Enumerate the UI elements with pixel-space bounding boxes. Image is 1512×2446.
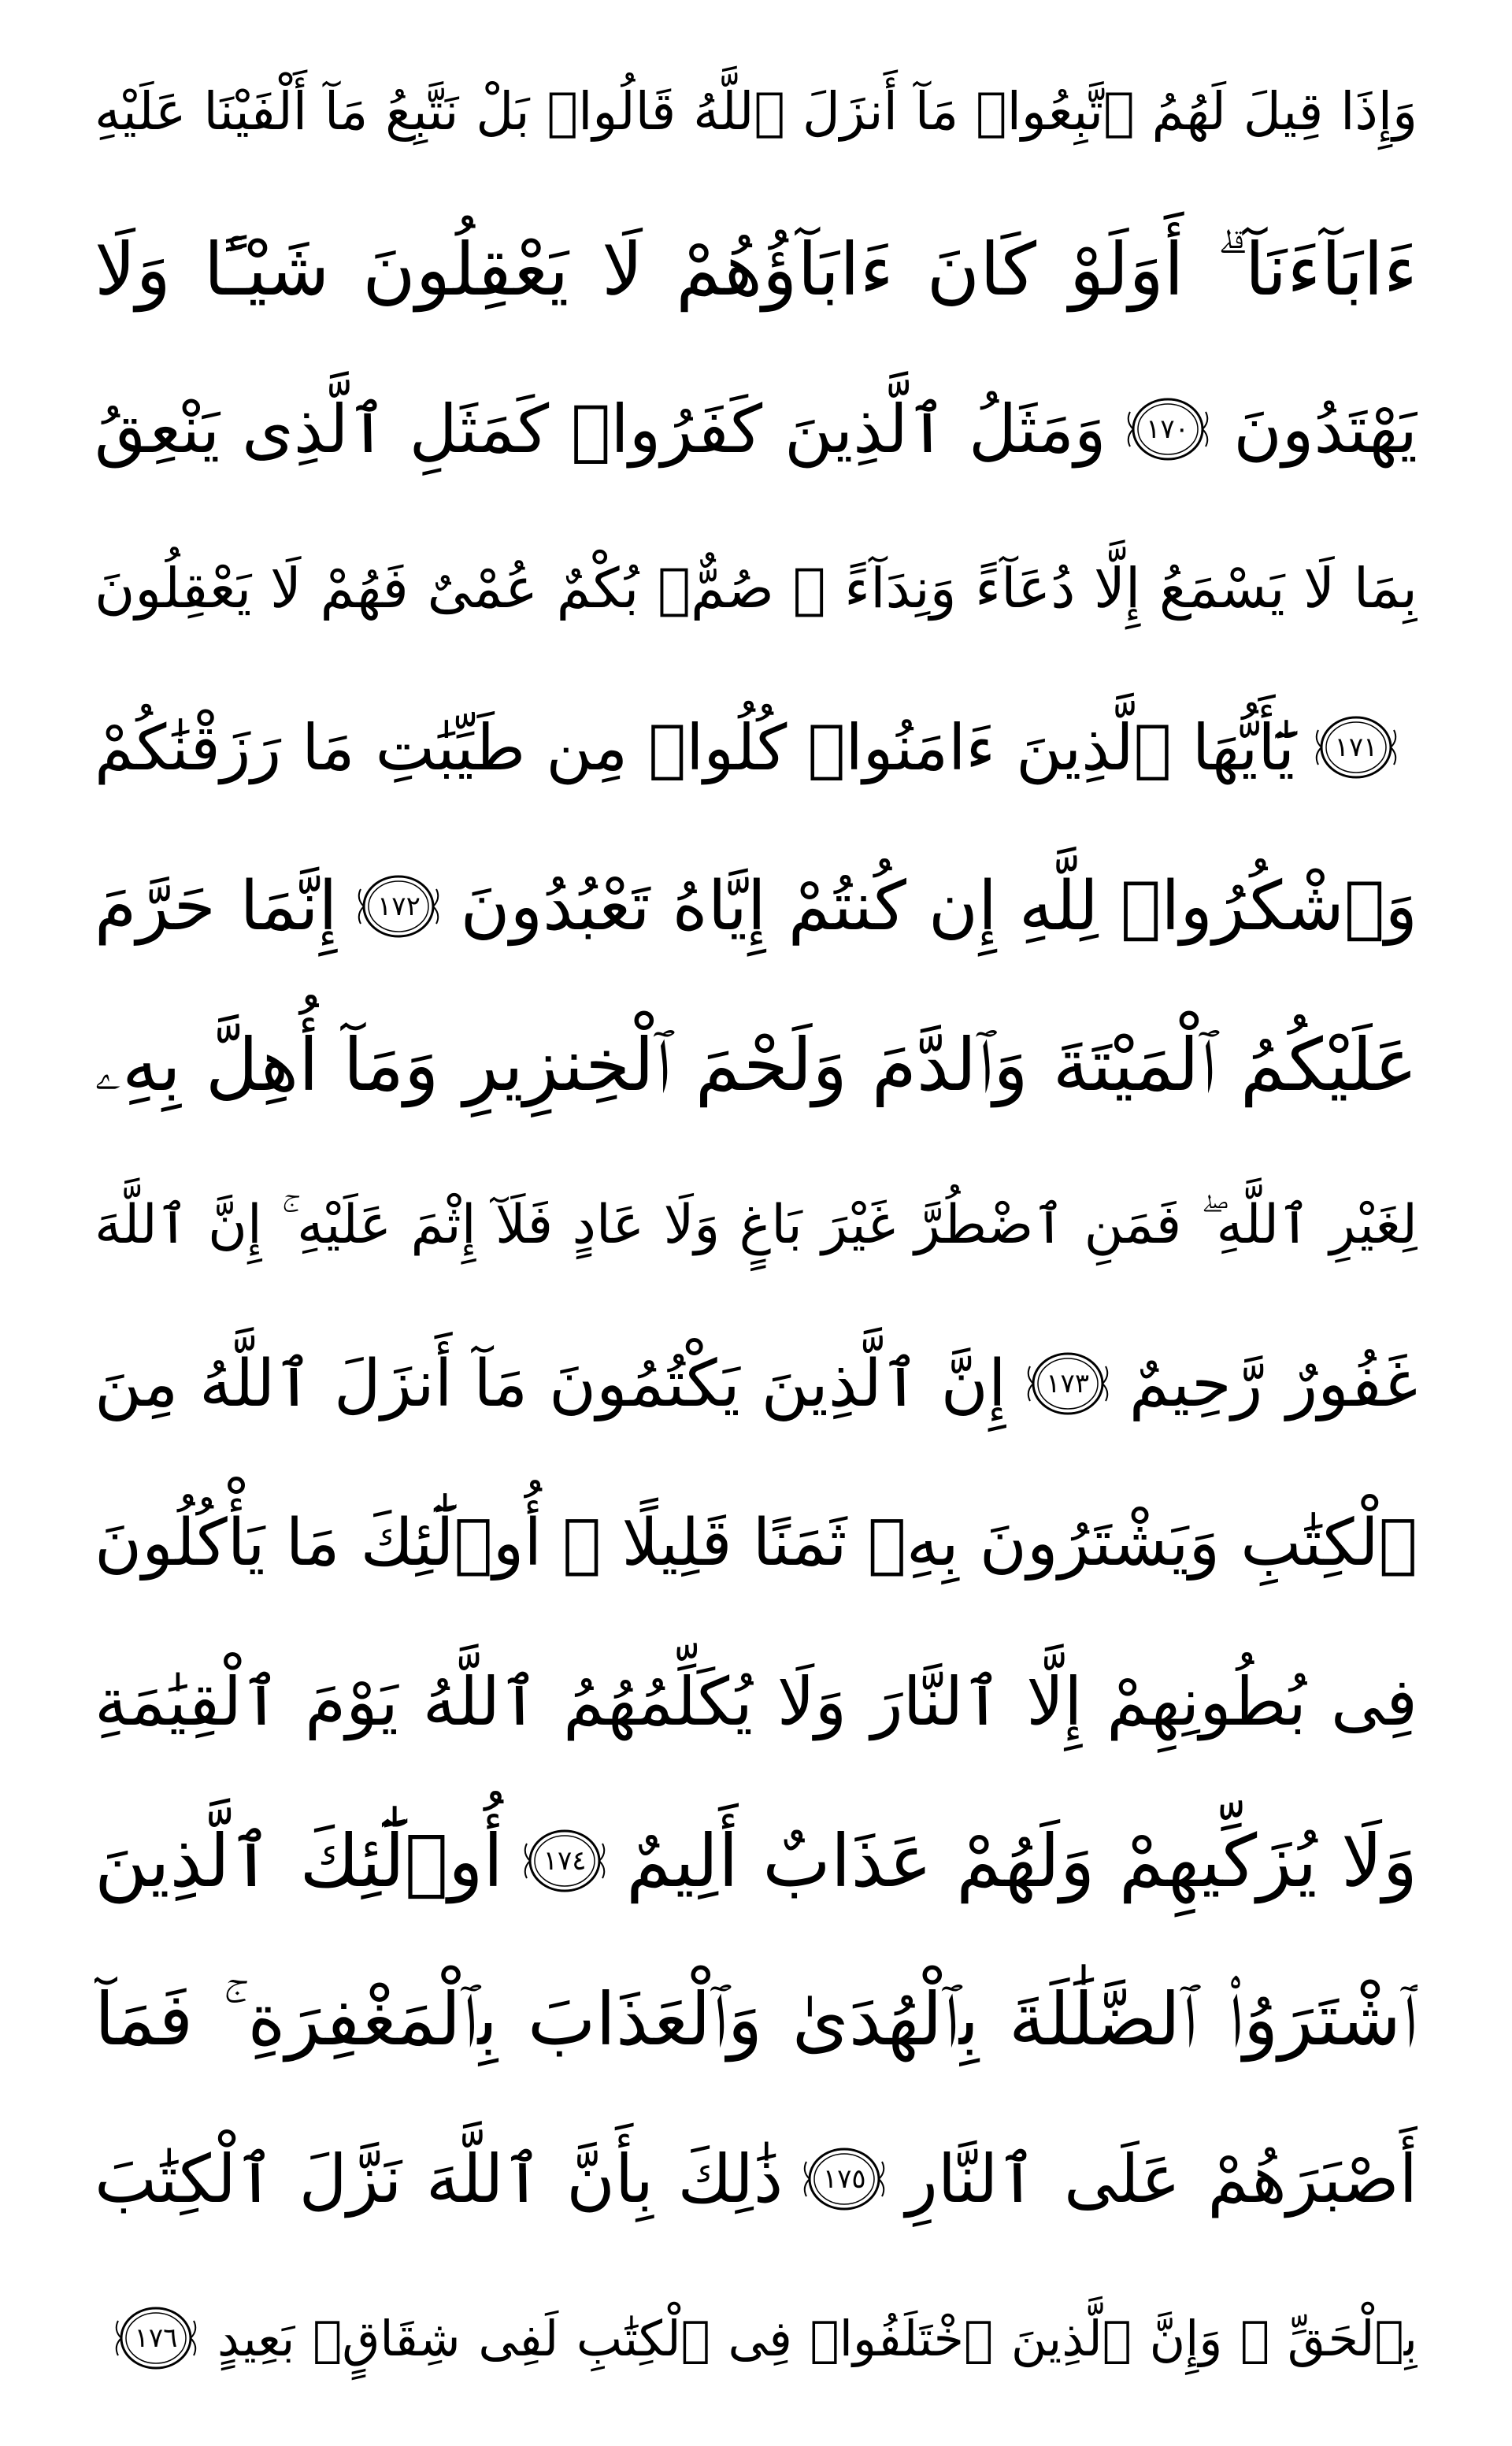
text-line (94, 509, 1418, 668)
text-line (94, 2259, 1418, 2418)
verse-text: إِنَّمَا حَرَّمَ (94, 867, 338, 946)
verse-number: ١٧٤ (543, 1845, 587, 1877)
verse-end-marker (1309, 706, 1403, 788)
verse-end-marker (1121, 388, 1215, 470)
text-line (94, 1304, 1418, 1463)
verse-text: يَٰٓأَيُّهَا ٱلَّذِينَ ءَامَنُوا۟ كُلُوا۟ مِن طَيِّبَٰتِ مَا رَزَقْنَٰكُمْ (94, 710, 1295, 784)
verse-text: بِٱلْحَقِّ ۗ وَإِنَّ ٱلَّذِينَ ٱخْتَلَفُوا۟ فِى ٱلْكِتَٰبِ لَفِى شِقَاقٍۭ بَعِيدٍ (217, 2309, 1418, 2367)
verse-text: لِغَيْرِ ٱللَّهِ ۖ فَمَنِ ٱضْطُرَّ غَيْرَ بَاغٍ وَلَا عَادٍ فَلَآ إِثْمَ عَلَيْهِ ۚ إِنَّ ٱللَّهَ (94, 1193, 1418, 1256)
verse-text: وَلَا يُزَكِّيهِمْ وَلَهُمْ عَذَابٌ أَلِيمٌ (626, 1818, 1418, 1903)
text-line (94, 191, 1418, 350)
verse-end-marker (797, 2138, 891, 2220)
verse-text: يَهْتَدُونَ (1233, 391, 1418, 468)
verse-text: ٱشْتَرَوُا۟ ٱلضَّلَٰلَةَ بِٱلْهُدَىٰ وَٱلْعَذَابَ بِٱلْمَغْفِرَةِ ۚ فَمَآ (94, 1977, 1418, 2062)
verse-number: ١٧١ (1334, 732, 1378, 763)
verse-text: غَفُورٌ رَّحِيمٌ (1128, 1346, 1418, 1421)
mushaf-page (94, 32, 1418, 2418)
text-line (94, 2099, 1418, 2259)
verse-text: ذَٰلِكَ بِأَنَّ ٱللَّهَ نَزَّلَ ٱلْكِتَٰبَ (94, 2140, 784, 2218)
verse-number: ١٧٦ (134, 2322, 178, 2354)
verse-text: وَإِذَا قِيلَ لَهُمُ ٱتَّبِعُوا۟ مَآ أَنزَلَ ٱللَّهُ قَالُوا۟ بَلْ نَتَّبِعُ مَآ أَلْفَيْنَا عَلَيْهِ (94, 80, 1418, 142)
text-line (94, 350, 1418, 509)
verse-number: ١٧٠ (1146, 413, 1189, 445)
verse-number: ١٧٢ (377, 891, 421, 922)
verse-text: فِى بُطُونِهِمْ إِلَّا ٱلنَّارَ وَلَا يُكَلِّمُهُمُ ٱللَّهُ يَوْمَ ٱلْقِيَٰمَةِ (94, 1663, 1418, 1740)
text-line (94, 668, 1418, 827)
verse-end-marker (1021, 1343, 1115, 1425)
verse-text: بِمَا لَا يَسْمَعُ إِلَّا دُعَآءً وَنِدَآءً ۚ صُمٌّۢ بُكْمٌ عُمْىٌ فَهُمْ لَا يَعْقِلُونَ (94, 556, 1418, 621)
text-line (94, 1781, 1418, 1940)
text-line (94, 827, 1418, 986)
text-line (94, 1463, 1418, 1622)
text-line (94, 1145, 1418, 1304)
verse-text: ءَابَآءَنَآ ۗ أَوَلَوْ كَانَ ءَابَآؤُهُمْ لَا يَعْقِلُونَ شَيْـًٔا وَلَا (94, 227, 1418, 312)
verse-text: وَٱشْكُرُوا۟ لِلَّهِ إِن كُنتُمْ إِيَّاهُ تَعْبُدُونَ (460, 867, 1418, 946)
text-line (94, 1940, 1418, 2099)
verse-text: ٱلْكِتَٰبِ وَيَشْتَرُونَ بِهِۦ ثَمَنًا قَلِيلًا ۙ أُو۟لَٰٓئِكَ مَا يَأْكُلُونَ (94, 1505, 1418, 1581)
verse-number: ١٧٣ (1046, 1368, 1090, 1399)
verse-number: ١٧٥ (822, 2163, 866, 2195)
text-line (94, 32, 1418, 191)
verse-end-marker (351, 865, 446, 947)
verse-text: أُو۟لَٰٓئِكَ ٱلَّذِينَ (94, 1818, 504, 1903)
text-line (94, 986, 1418, 1145)
verse-text: عَلَيْكُمُ ٱلْمَيْتَةَ وَٱلدَّمَ وَلَحْمَ ٱلْخِنزِيرِ وَمَآ أُهِلَّ بِهِۦ (94, 1022, 1418, 1107)
verse-end-marker (109, 2297, 203, 2379)
verse-text: إِنَّ ٱلَّذِينَ يَكْتُمُونَ مَآ أَنزَلَ ٱللَّهُ مِنَ (94, 1346, 1006, 1421)
text-line (94, 1622, 1418, 1781)
verse-end-marker (517, 1820, 612, 1902)
verse-text: وَمَثَلُ ٱلَّذِينَ كَفَرُوا۟ كَمَثَلِ ٱلَّذِى يَنْعِقُ (94, 391, 1106, 468)
verse-text: أَصْبَرَهُمْ عَلَى ٱلنَّارِ (906, 2140, 1418, 2218)
